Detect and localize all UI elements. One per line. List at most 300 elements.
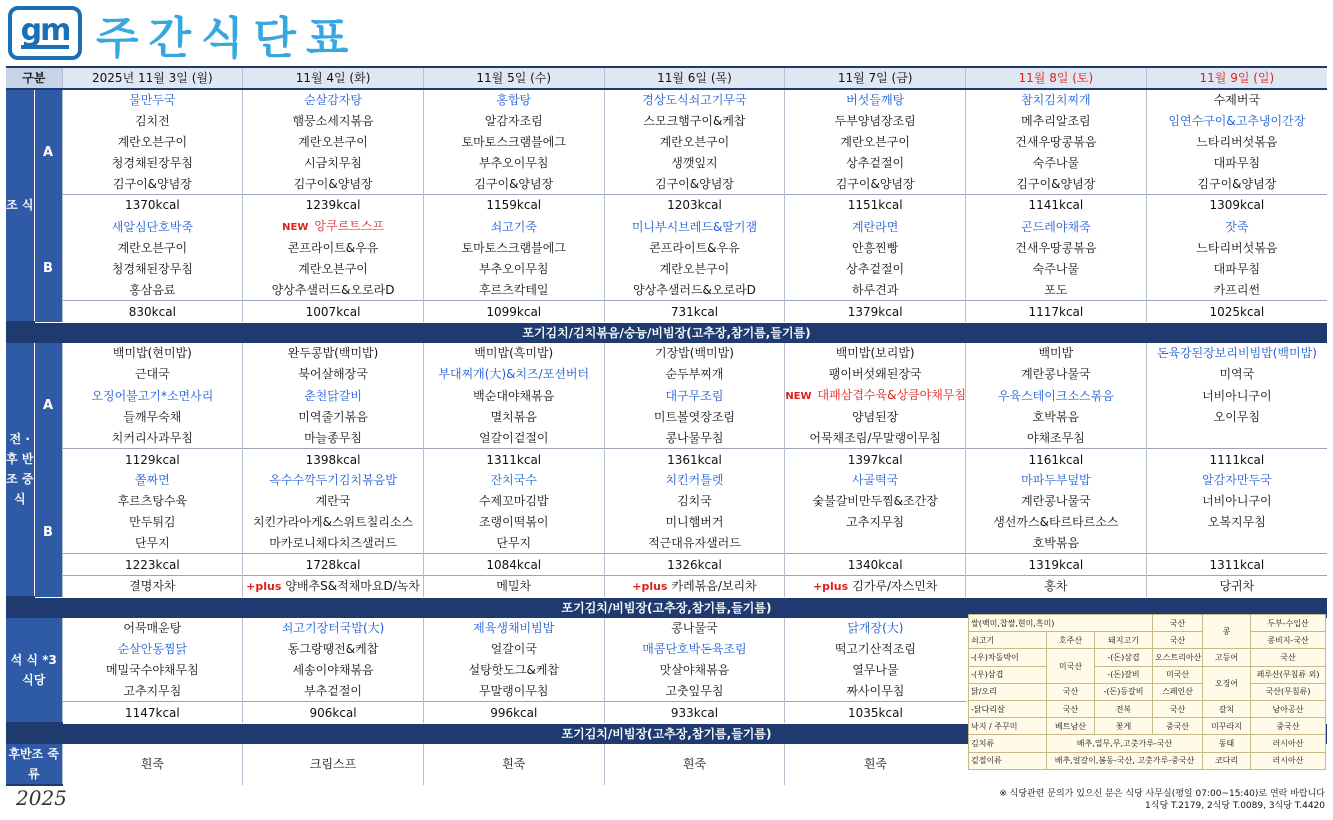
kcal-value: 1111kcal <box>1146 449 1327 470</box>
kcal-value: 1035kcal <box>785 702 966 723</box>
lunch_b-tea-row <box>6 575 1327 597</box>
origin-cell: 배추,얼갈이,봄동-국산, 고춧가루-중국산 <box>1047 752 1203 769</box>
header-day: 11월 5일 (수) <box>423 67 604 89</box>
menu-item: 카프리썬 <box>1146 279 1327 300</box>
menu-item: 열무나물 <box>785 660 966 681</box>
origin-row <box>969 752 1326 769</box>
menu-item: 치킨가라아게&스위트칠리소스 <box>243 512 424 533</box>
menu-item: 경상도식쇠고기무국 <box>604 89 785 111</box>
origin-cell: -(돈)등갈비 <box>1095 683 1153 700</box>
menu-item: 양상추샐러드&오로라D <box>243 279 424 300</box>
header-gubun: 구분 <box>6 67 62 89</box>
kcal-value: 1379kcal <box>785 301 966 322</box>
menu-item: 호박볶음 <box>966 532 1147 553</box>
menu-item: 부추오이무침 <box>423 259 604 280</box>
menu-item: 참치김치찌개 <box>966 89 1147 111</box>
menu-item: 미트볼엿장조림 <box>604 407 785 428</box>
origin-cell: 미국산 <box>1153 666 1203 683</box>
header-day-sunday: 11월 9일 (일) <box>1146 67 1327 89</box>
origin-cell: 고등어 <box>1203 649 1251 666</box>
breakfast_b-row <box>6 216 1327 238</box>
origin-cell: 김치류 <box>969 735 1047 752</box>
plus-badge: +plus <box>632 579 668 593</box>
origin-row <box>969 666 1326 683</box>
menu-item: 토마토스크램블에그 <box>423 238 604 259</box>
origin-cell: 돼지고기 <box>1095 632 1153 649</box>
menu-item: 알감자만두국 <box>1146 470 1327 491</box>
origin-cell: 페루산(무침류 외) <box>1251 666 1326 683</box>
origin-cell: 베트남산 <box>1047 718 1095 735</box>
breakfast_a-kcal-row <box>6 194 1327 215</box>
kcal-value: 1397kcal <box>785 449 966 470</box>
kcal-value: 731kcal <box>604 301 785 322</box>
lunch_b-row <box>6 491 1327 512</box>
breakfast_a-row <box>6 173 1327 194</box>
menu-item: 마카로니채다치즈샐러드 <box>243 532 424 553</box>
menu-item: 숙주나물 <box>966 152 1147 173</box>
breakfast_b-row <box>6 279 1327 300</box>
menu-item: 물만두국 <box>62 89 243 111</box>
lunch_a-kcal-row <box>6 449 1327 470</box>
tea-item <box>604 575 785 597</box>
menu-item: 조랭이떡볶이 <box>423 512 604 533</box>
menu-item: 무말랭이무침 <box>423 680 604 701</box>
menu-item: 계란오븐구이 <box>243 259 424 280</box>
menu-item: 김구이&양념장 <box>1146 173 1327 194</box>
menu-item: 계란오븐구이 <box>785 132 966 153</box>
section-label-dinner: 석 식 *3식당 <box>6 618 62 723</box>
menu-item <box>785 385 966 407</box>
condiment-band: 포기김치/김치볶음/숭늉/비빔장(고추장,참기름,들기름) <box>6 322 1327 343</box>
menu-item: 포도 <box>966 279 1147 300</box>
condiment-band: 포기김치/비빔장(고추장,참기름,들기름) <box>6 723 1327 744</box>
origin-cell: 남아공산 <box>1251 700 1326 717</box>
menu-item: 세송이야채볶음 <box>243 660 424 681</box>
lunch_a-row <box>6 343 1327 364</box>
header-day: 11월 7일 (금) <box>785 67 966 89</box>
menu-item: 잔치국수 <box>423 470 604 491</box>
menu-item: 대파무침 <box>1146 152 1327 173</box>
breakfast_a-row <box>6 152 1327 173</box>
menu-item: 백미밥(흑미밥) <box>423 343 604 364</box>
menu-item: 대파무침 <box>1146 259 1327 280</box>
menu-item: 콘프라이트&우유 <box>604 238 785 259</box>
menu-item: 계란콩나물국 <box>966 491 1147 512</box>
origin-cell: 국산 <box>1047 683 1095 700</box>
kcal-value: 933kcal <box>604 702 785 723</box>
page-title: 주간식단표 <box>96 13 359 64</box>
menu-item: 알감자조림 <box>423 111 604 132</box>
menu-item: 미역국 <box>1146 364 1327 385</box>
menu-item: 너비아니구이 <box>1146 491 1327 512</box>
menu-item: 콘프라이트&우유 <box>243 238 424 259</box>
menu-item: 순살안동찜닭 <box>62 639 243 660</box>
menu-item: 미니부시브레드&딸기잼 <box>604 216 785 238</box>
menu-item-text: 대패삼겹수육&상큼야채무침 <box>817 387 966 402</box>
menu-item: 맛살야채볶음 <box>604 660 785 681</box>
menu-item: 고추지무침 <box>785 512 966 533</box>
menu-item: 메밀국수야채무침 <box>62 660 243 681</box>
menu-item: 계란오븐구이 <box>62 238 243 259</box>
breakfast_b-row <box>6 259 1327 280</box>
lunch_b-row <box>6 532 1327 553</box>
menu-item: 완두콩밥(백미밥) <box>243 343 424 364</box>
tea-item-text: 메밀차 <box>496 579 532 594</box>
menu-item: 계란오븐구이 <box>604 259 785 280</box>
menu-item <box>243 216 424 238</box>
header-day: 2025년 11월 3일 (월) <box>62 67 243 89</box>
porridge-item: 흰죽 <box>785 744 966 785</box>
origin-cell: 전복 <box>1095 700 1153 717</box>
menu-item: 양상추샐러드&오로라D <box>604 279 785 300</box>
menu-item: 들깨무숙채 <box>62 407 243 428</box>
menu-item: 단무지 <box>62 532 243 553</box>
menu-item: 두부양념장조림 <box>785 111 966 132</box>
origin-cell: 국산 <box>1153 700 1203 717</box>
menu-item: 생깻잎지 <box>604 152 785 173</box>
origin-cell: 국산 <box>1153 632 1203 649</box>
menu-item: 쇠고기죽 <box>423 216 604 238</box>
menu-item: 부추오이무침 <box>423 152 604 173</box>
section-label-porridge: 후반조 죽류 <box>6 744 62 785</box>
menu-item: 상추겉절이 <box>785 259 966 280</box>
menu-item: 어묵채조림/무말랭이무침 <box>785 427 966 448</box>
origin-cell: 동태 <box>1203 735 1251 752</box>
menu-item: 임연수구이&고추냉이간장 <box>1146 111 1327 132</box>
menu-item: 얼갈이국 <box>423 639 604 660</box>
tea-item-text: 홍차 <box>1044 579 1068 594</box>
menu-item: 계란오븐구이 <box>604 132 785 153</box>
menu-item: 마늘종무침 <box>243 427 424 448</box>
origin-cell: 중국산 <box>1153 718 1203 735</box>
tea-item-text: 당귀차 <box>1219 579 1255 594</box>
signature: 2025 <box>16 786 67 810</box>
origin-table <box>968 614 1326 770</box>
origin-cell: 러시아산 <box>1251 735 1326 752</box>
menu-item: 마파두부덮밥 <box>966 470 1147 491</box>
menu-item: 김구이&양념장 <box>604 173 785 194</box>
breakfast_b-row <box>6 238 1327 259</box>
tea-item <box>423 575 604 597</box>
menu-item: 백순대야채볶음 <box>423 385 604 407</box>
porridge-item: 흰죽 <box>62 744 243 785</box>
menu-item: 부대찌개(大)&치즈/포션버터 <box>423 364 604 385</box>
menu-item: 닭개장(大) <box>785 618 966 639</box>
origin-cell: -(우)차돌박이 <box>969 649 1047 666</box>
menu-item: 미역줄기볶음 <box>243 407 424 428</box>
kcal-value: 1007kcal <box>243 301 424 322</box>
menu-item: 건새우땅콩볶음 <box>966 238 1147 259</box>
footer-line-inquiry: ※ 식당관련 문의가 있으신 분은 식당 사무실(평일 07:00~15:40)로 연락 바랍니다 <box>999 789 1325 799</box>
breakfast_b-kcal-row <box>6 301 1327 322</box>
breakfast_a-row <box>6 89 1327 111</box>
plus-badge: +plus <box>246 579 282 593</box>
menu-item: 기장밥(백미밥) <box>604 343 785 364</box>
menu-item: 얼갈이겉절이 <box>423 427 604 448</box>
header-row <box>6 67 1327 89</box>
kcal-value: 1129kcal <box>62 449 243 470</box>
band-row <box>6 322 1327 343</box>
menu-item: 생선까스&타르타르소스 <box>966 512 1147 533</box>
origin-cell: 콩 <box>1203 615 1251 649</box>
new-badge: NEW <box>282 221 309 233</box>
kcal-value: 1117kcal <box>966 301 1147 322</box>
menu-item: 콩나물무침 <box>604 427 785 448</box>
kcal-value: 1159kcal <box>423 194 604 215</box>
menu-item: 돈육강된장보리비빔밥(백미밥) <box>1146 343 1327 364</box>
menu-item: 계란라면 <box>785 216 966 238</box>
kcal-value: 1361kcal <box>604 449 785 470</box>
origin-cell: 호주산 <box>1047 632 1095 649</box>
origin-cell: 쇠고기 <box>969 632 1047 649</box>
menu-item: 홍합탕 <box>423 89 604 111</box>
origin-cell: 겉절이류 <box>969 752 1047 769</box>
section-label-breakfast: 조 식 <box>6 89 34 322</box>
origin-row <box>969 718 1326 735</box>
menu-item: 고추지무침 <box>62 680 243 701</box>
header-day-saturday: 11월 8일 (토) <box>966 67 1147 89</box>
menu-item: 시금치무침 <box>243 152 424 173</box>
kcal-value: 830kcal <box>62 301 243 322</box>
origin-cell: 스페인산 <box>1153 683 1203 700</box>
tea-item <box>62 575 243 597</box>
kcal-value: 1239kcal <box>243 194 424 215</box>
kcal-value: 1326kcal <box>604 554 785 576</box>
tea-item-text: 양배추S&적채마요D/녹차 <box>285 578 420 593</box>
menu-item: 김구이&양념장 <box>62 173 243 194</box>
lunch_a-row <box>6 364 1327 385</box>
origin-cell: 오스트리아산 <box>1153 649 1203 666</box>
menu-item: 스모크햄구이&케찹 <box>604 111 785 132</box>
menu-item: 단무지 <box>423 532 604 553</box>
menu-item <box>1146 532 1327 553</box>
menu-item: 너비아니구이 <box>1146 385 1327 407</box>
menu-item: 고춧잎무침 <box>604 680 785 701</box>
plus-badge: +plus <box>812 579 849 593</box>
menu-item: 계란오븐구이 <box>243 132 424 153</box>
origin-cell: 국산 <box>1251 649 1326 666</box>
menu-item: 새알심단호박죽 <box>62 216 243 238</box>
menu-item: 오복지무침 <box>1146 512 1327 533</box>
kcal-value: 1151kcal <box>785 194 966 215</box>
footer-line-phones: 1식당 T.2179, 2식당 T.0089, 3식당 T.4420 <box>1145 801 1325 811</box>
menu-item: 계란오븐구이 <box>62 132 243 153</box>
porridge-item: 크림스프 <box>243 744 424 785</box>
menu-item: 토마토스크램블에그 <box>423 132 604 153</box>
new-badge: NEW <box>785 390 812 402</box>
kcal-value: 1311kcal <box>1146 554 1327 576</box>
menu-item: 호박볶음 <box>966 407 1147 428</box>
menu-item: 멸치볶음 <box>423 407 604 428</box>
kcal-value: 1311kcal <box>423 449 604 470</box>
menu-item: 옥수수깍두기김치볶음밥 <box>243 470 424 491</box>
origin-cell: 미꾸라지 <box>1203 718 1251 735</box>
menu-item: 느타리버섯볶음 <box>1146 238 1327 259</box>
kcal-value: 1084kcal <box>423 554 604 576</box>
menu-item: 팽이버섯왜된장국 <box>785 364 966 385</box>
menu-item: 적근대유자샐러드 <box>604 532 785 553</box>
menu-item: 동그랑땡전&케찹 <box>243 639 424 660</box>
kcal-value: 906kcal <box>243 702 424 723</box>
kcal-value: 1340kcal <box>785 554 966 576</box>
origin-cell: 갈치 <box>1203 700 1251 717</box>
menu-item: 메추리알조림 <box>966 111 1147 132</box>
menu-item: 부추겉절이 <box>243 680 424 701</box>
menu-item: 안흥찐빵 <box>785 238 966 259</box>
porridge-item: 흰죽 <box>423 744 604 785</box>
origin-cell: -(우)삼겹 <box>969 666 1047 683</box>
menu-item: 미니햄버거 <box>604 512 785 533</box>
menu-item: 춘천닭갈비 <box>243 385 424 407</box>
origin-cell: 국산 <box>1153 615 1203 632</box>
menu-item: 김치국 <box>604 491 785 512</box>
kcal-value: 1398kcal <box>243 449 424 470</box>
menu-item: 계란국 <box>243 491 424 512</box>
menu-item: 청경채된장무침 <box>62 152 243 173</box>
menu-item: 느타리버섯볶음 <box>1146 132 1327 153</box>
menu-item: 잣죽 <box>1146 216 1327 238</box>
menu-item: 계란콩나물국 <box>966 364 1147 385</box>
menu-item: 대구무조림 <box>604 385 785 407</box>
menu-item <box>785 532 966 553</box>
kcal-value: 1161kcal <box>966 449 1147 470</box>
header-day: 11월 6일 (목) <box>604 67 785 89</box>
kcal-value: 1223kcal <box>62 554 243 576</box>
lunch_b-row <box>6 512 1327 533</box>
origin-row <box>969 632 1326 649</box>
menu-item: 곤드레야채죽 <box>966 216 1147 238</box>
menu-item: 오이무침 <box>1146 407 1327 428</box>
origin-cell: 꽃게 <box>1095 718 1153 735</box>
menu-item: 후르츠칵테일 <box>423 279 604 300</box>
gm-logo: gm <box>8 6 82 60</box>
menu-item: 수제버국 <box>1146 89 1327 111</box>
origin-cell: 국산(무침류) <box>1251 683 1326 700</box>
menu-item: 숯불갈비만두찜&조간장 <box>785 491 966 512</box>
course-label: B <box>34 470 62 597</box>
lunch_b-kcal-row <box>6 554 1327 576</box>
menu-item: 백미밥(보리밥) <box>785 343 966 364</box>
menu-item: 수제꼬마김밥 <box>423 491 604 512</box>
kcal-value: 1203kcal <box>604 194 785 215</box>
kcal-value: 1147kcal <box>62 702 243 723</box>
kcal-value: 1141kcal <box>966 194 1147 215</box>
footer-note <box>999 788 1325 812</box>
lunch_a-row <box>6 427 1327 448</box>
origin-row <box>969 649 1326 666</box>
breakfast_a-row <box>6 132 1327 153</box>
menu-item: 치커리사과무침 <box>62 427 243 448</box>
menu-item: 설탕핫도그&케찹 <box>423 660 604 681</box>
section-label-lunch: 전 · 후 반 조 중 식 <box>6 343 34 597</box>
course-label: B <box>34 216 62 322</box>
menu-item: 김치전 <box>62 111 243 132</box>
tea-item-text: 김가루/자스민차 <box>852 578 938 593</box>
origin-cell: 낙지 / 주꾸미 <box>969 718 1047 735</box>
tea-item <box>966 575 1147 597</box>
menu-item-text: 앙쿠르트스프 <box>314 218 384 233</box>
origin-cell: 닭/오리 <box>969 683 1047 700</box>
menu-item: 짜사이무침 <box>785 680 966 701</box>
menu-item: 어묵매운탕 <box>62 618 243 639</box>
lunch_a-row <box>6 407 1327 428</box>
menu-item: 제육생채비빔밥 <box>423 618 604 639</box>
menu-item: 양념된장 <box>785 407 966 428</box>
kcal-value: 1319kcal <box>966 554 1147 576</box>
breakfast_a-row <box>6 111 1327 132</box>
header-day: 11월 4일 (화) <box>243 67 424 89</box>
kcal-value: 1025kcal <box>1146 301 1327 322</box>
menu-item: 김구이&양념장 <box>785 173 966 194</box>
origin-row <box>969 615 1326 632</box>
tea-item <box>243 575 424 597</box>
menu-item: 북어살해장국 <box>243 364 424 385</box>
origin-cell: 코다리 <box>1203 752 1251 769</box>
tea-item-text: 카레볶음/보리차 <box>671 578 757 593</box>
course-label: A <box>34 343 62 470</box>
menu-item: 햄뭉소세지볶음 <box>243 111 424 132</box>
menu-item: 상추겉절이 <box>785 152 966 173</box>
menu-item: 김구이&양념장 <box>243 173 424 194</box>
origin-cell: -(돈)갈비 <box>1095 666 1153 683</box>
origin-cell: 쌀(백미,찹쌀,현미,흑미) <box>969 615 1153 632</box>
menu-item: 쫄짜면 <box>62 470 243 491</box>
menu-item: 치킨커틀렛 <box>604 470 785 491</box>
kcal-value: 1728kcal <box>243 554 424 576</box>
condiment-band: 포기김치/비빔장(고추장,참기름,들기름) <box>6 597 1327 618</box>
tea-item-text: 결명자차 <box>129 579 176 594</box>
menu-item: 청경채된장무침 <box>62 259 243 280</box>
menu-item: 김구이&양념장 <box>966 173 1147 194</box>
course-label: A <box>34 89 62 216</box>
menu-item: 백미밥 <box>966 343 1147 364</box>
menu-item: 숙주나물 <box>966 259 1147 280</box>
menu-item: 하루견과 <box>785 279 966 300</box>
origin-cell: 국산 <box>1047 700 1095 717</box>
menu-item: 순살감자탕 <box>243 89 424 111</box>
origin-cell: -닭다리살 <box>969 700 1047 717</box>
origin-row <box>969 700 1326 717</box>
menu-item: 콩나물국 <box>604 618 785 639</box>
menu-item: 건새우땅콩볶음 <box>966 132 1147 153</box>
porridge-item: 흰죽 <box>604 744 785 785</box>
kcal-value: 1370kcal <box>62 194 243 215</box>
origin-cell: 러시아산 <box>1251 752 1326 769</box>
menu-item: 근대국 <box>62 364 243 385</box>
kcal-value: 1099kcal <box>423 301 604 322</box>
origin-cell: 콩비지-국산 <box>1251 632 1326 649</box>
menu-item: 쇠고기장터국밥(大) <box>243 618 424 639</box>
origin-row <box>969 735 1326 752</box>
menu-item: 홍삼음료 <box>62 279 243 300</box>
menu-item: 김구이&양념장 <box>423 173 604 194</box>
menu-item: 우육스테이크소스볶음 <box>966 385 1147 407</box>
origin-cell: 미국산 <box>1047 649 1095 683</box>
tea-item <box>1146 575 1327 597</box>
menu-item: 만두튀김 <box>62 512 243 533</box>
origin-cell: 오징어 <box>1203 666 1251 700</box>
origin-cell: 배추,열무,무,고춧가루-국산 <box>1047 735 1203 752</box>
origin-cell: 두부-수입산 <box>1251 615 1326 632</box>
menu-item: 사골떡국 <box>785 470 966 491</box>
kcal-value: 996kcal <box>423 702 604 723</box>
menu-item: 매콤단호박돈육조림 <box>604 639 785 660</box>
origin-row <box>969 683 1326 700</box>
menu-item: 버섯들깨탕 <box>785 89 966 111</box>
lunch_b-row <box>6 470 1327 491</box>
menu-item: 백미밥(현미밥) <box>62 343 243 364</box>
origin-cell: 중국산 <box>1251 718 1326 735</box>
